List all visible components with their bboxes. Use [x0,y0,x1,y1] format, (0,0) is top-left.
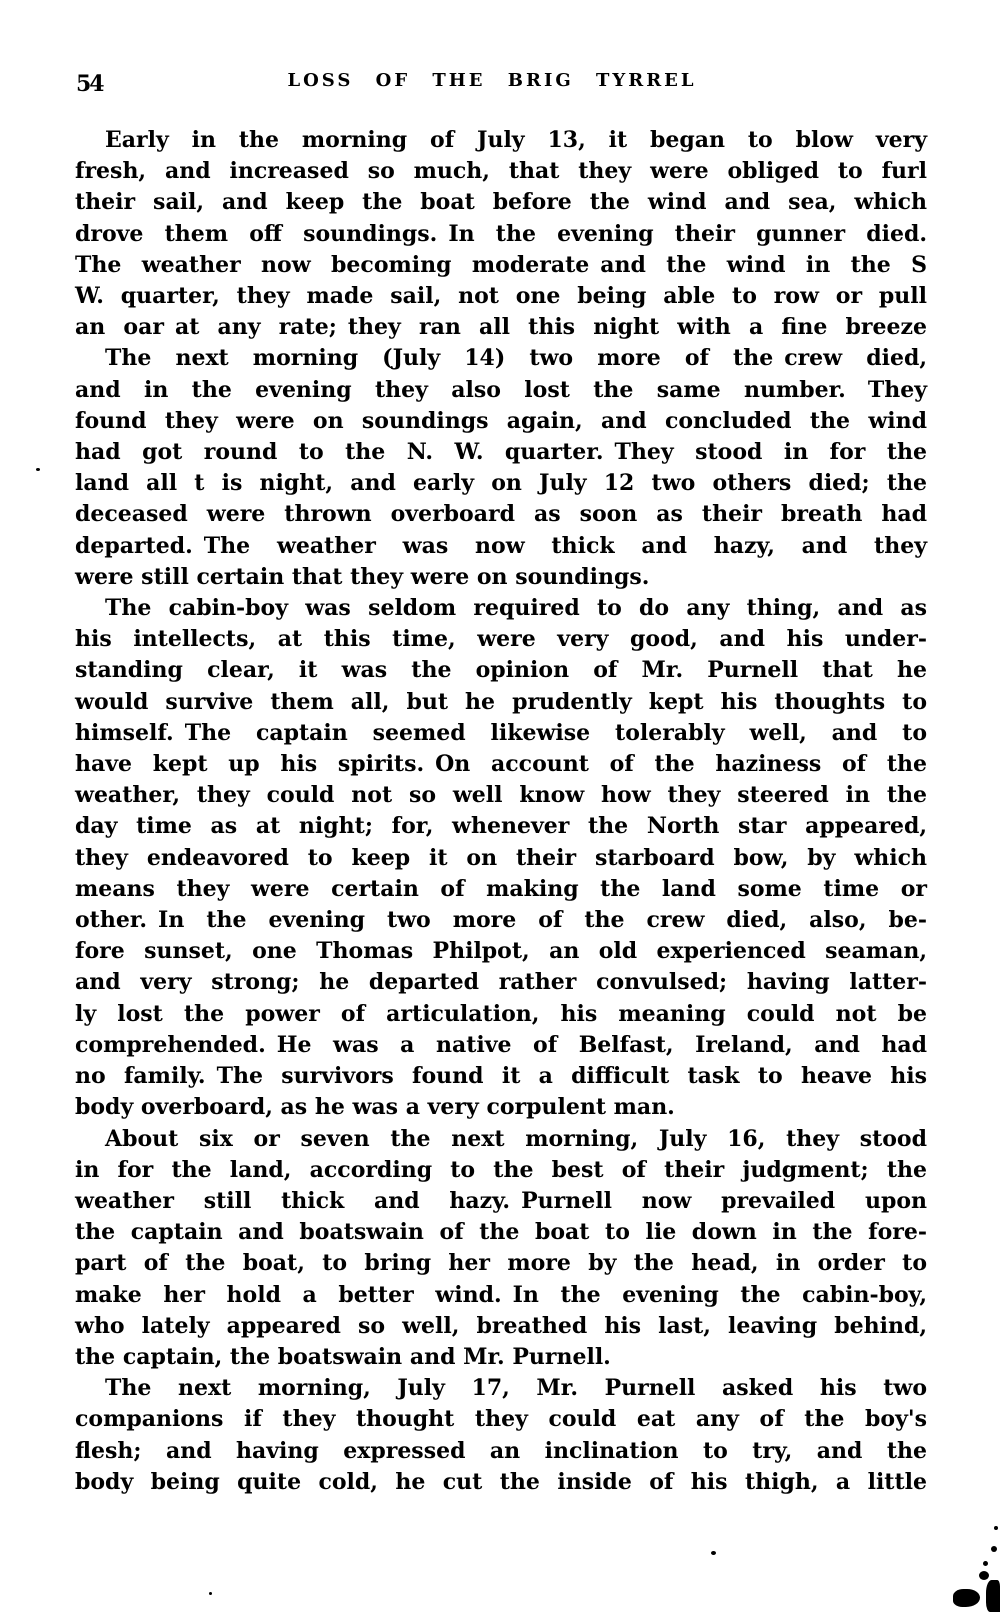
text-line: fore sunset, one Thomas Philpot, an old experienced seaman, [75,938,927,965]
text-line: were still certain that they were on soundings. [75,563,650,590]
text-line: who lately appeared so well, breathed his last, leaving behind, [75,1312,927,1339]
text-line: weather, they could not so well know how they steered in the [75,782,927,809]
text-line: companions if they thought they could eat any of the boy's [75,1406,927,1433]
ink-blotch [994,1596,1000,1612]
ink-speck [991,1546,997,1552]
ink-blotch [979,1571,989,1580]
text-line: The weather now becoming moderate and the wind in the S [75,251,927,278]
text-line: Early in the morning of July 13, it began to blow very [105,127,927,153]
text-line: land all t is night, and early on July 12 two others died; the [75,470,927,497]
text-line: and very strong; he departed rather convulsed; having latter- [75,969,927,996]
text-line: comprehended. He was a native of Belfast, Ireland, and had [75,1031,927,1058]
paragraph [75,343,927,593]
text-line: no family. The survivors found it a difficult task to heave his [75,1063,927,1090]
text-line: in for the land, according to the best of their judgment; the [75,1156,927,1183]
text-line: weather still thick and hazy. Purnell now prevailed upon [75,1187,927,1214]
text-line: had got round to the N. W. quarter. They stood in for the [75,439,927,466]
ink-speck [994,1526,998,1530]
text-line: an oar at any rate; they ran all this night with a fine breeze [75,314,927,341]
text-line: his intellects, at this time, were very good, and his under- [75,626,927,653]
page-number: 54 [76,71,103,97]
text-line: The next morning, July 17, Mr. Purnell asked his two [105,1375,927,1402]
text-line: would survive them all, but he prudently kept his thoughts to [75,688,927,715]
text-line: deceased were thrown overboard as soon as their breath had [75,501,927,528]
text-line: have kept up his spirits. On account of the haziness of the [75,751,927,778]
text-line: day time as at night; for, whenever the North star appeared, [75,813,927,840]
text-line: and in the evening they also lost the same number. They [75,376,927,403]
text-line: body being quite cold, he cut the inside of his thigh, a little [75,1468,927,1495]
text-line: the captain and boatswain of the boat to lie down in the fore- [75,1219,927,1246]
text-line: standing clear, it was the opinion of Mr. Purnell that he [75,657,927,684]
text-line: body overboard, as he was a very corpulent man. [75,1094,675,1121]
paragraph [75,593,927,1123]
text-line: drove them off soundings. In the evening their gunner died. [75,220,927,247]
text-line: means they were certain of making the land some time or [75,875,927,902]
text-line: himself. The captain seemed likewise tolerably well, and to [75,719,927,746]
ink-blotch [953,1589,980,1607]
text-line: W. quarter, they made sail, not one being able to row or pull [75,283,927,310]
text-line: other. In the evening two more of the crew died, also, be- [75,907,927,934]
paragraph [75,1124,927,1374]
text-line: they endeavored to keep it on their starboard bow, by which [75,844,927,871]
ink-speck [983,1561,988,1566]
page-header [0,70,1000,100]
paragraph [75,1373,927,1498]
paragraph [75,125,927,343]
text-line: the captain, the boatswain and Mr. Purnell. [75,1343,611,1370]
text-line: The cabin-boy was seldom required to do any thing, and as [105,595,927,622]
text-line: ly lost the power of articulation, his meaning could not be [75,1000,927,1027]
ink-speck [209,1592,212,1595]
text-line: part of the boat, to bring her more by the head, in order to [75,1250,927,1277]
text-line: fresh, and increased so much, that they were obliged to furl [75,158,927,185]
ink-speck [36,468,40,471]
text-line: make her hold a better wind. In the evening the cabin-boy, [75,1281,927,1308]
text-line: departed. The weather was now thick and hazy, and they [75,532,927,559]
running-title: LOSS OF THE BRIG TYRREL [287,70,697,91]
text-line: found they were on soundings again, and concluded the wind [75,407,927,434]
ink-speck [711,1551,716,1555]
text-line: their sail, and keep the boat before the wind and sea, which [75,189,927,216]
text-line: The next morning (July 14) two more of the crew died, [105,345,927,372]
text-line: flesh; and having expressed an inclination to try, and the [75,1437,927,1464]
text-line: About six or seven the next morning, July 16, they stood [105,1125,927,1152]
body-text [75,125,927,1498]
